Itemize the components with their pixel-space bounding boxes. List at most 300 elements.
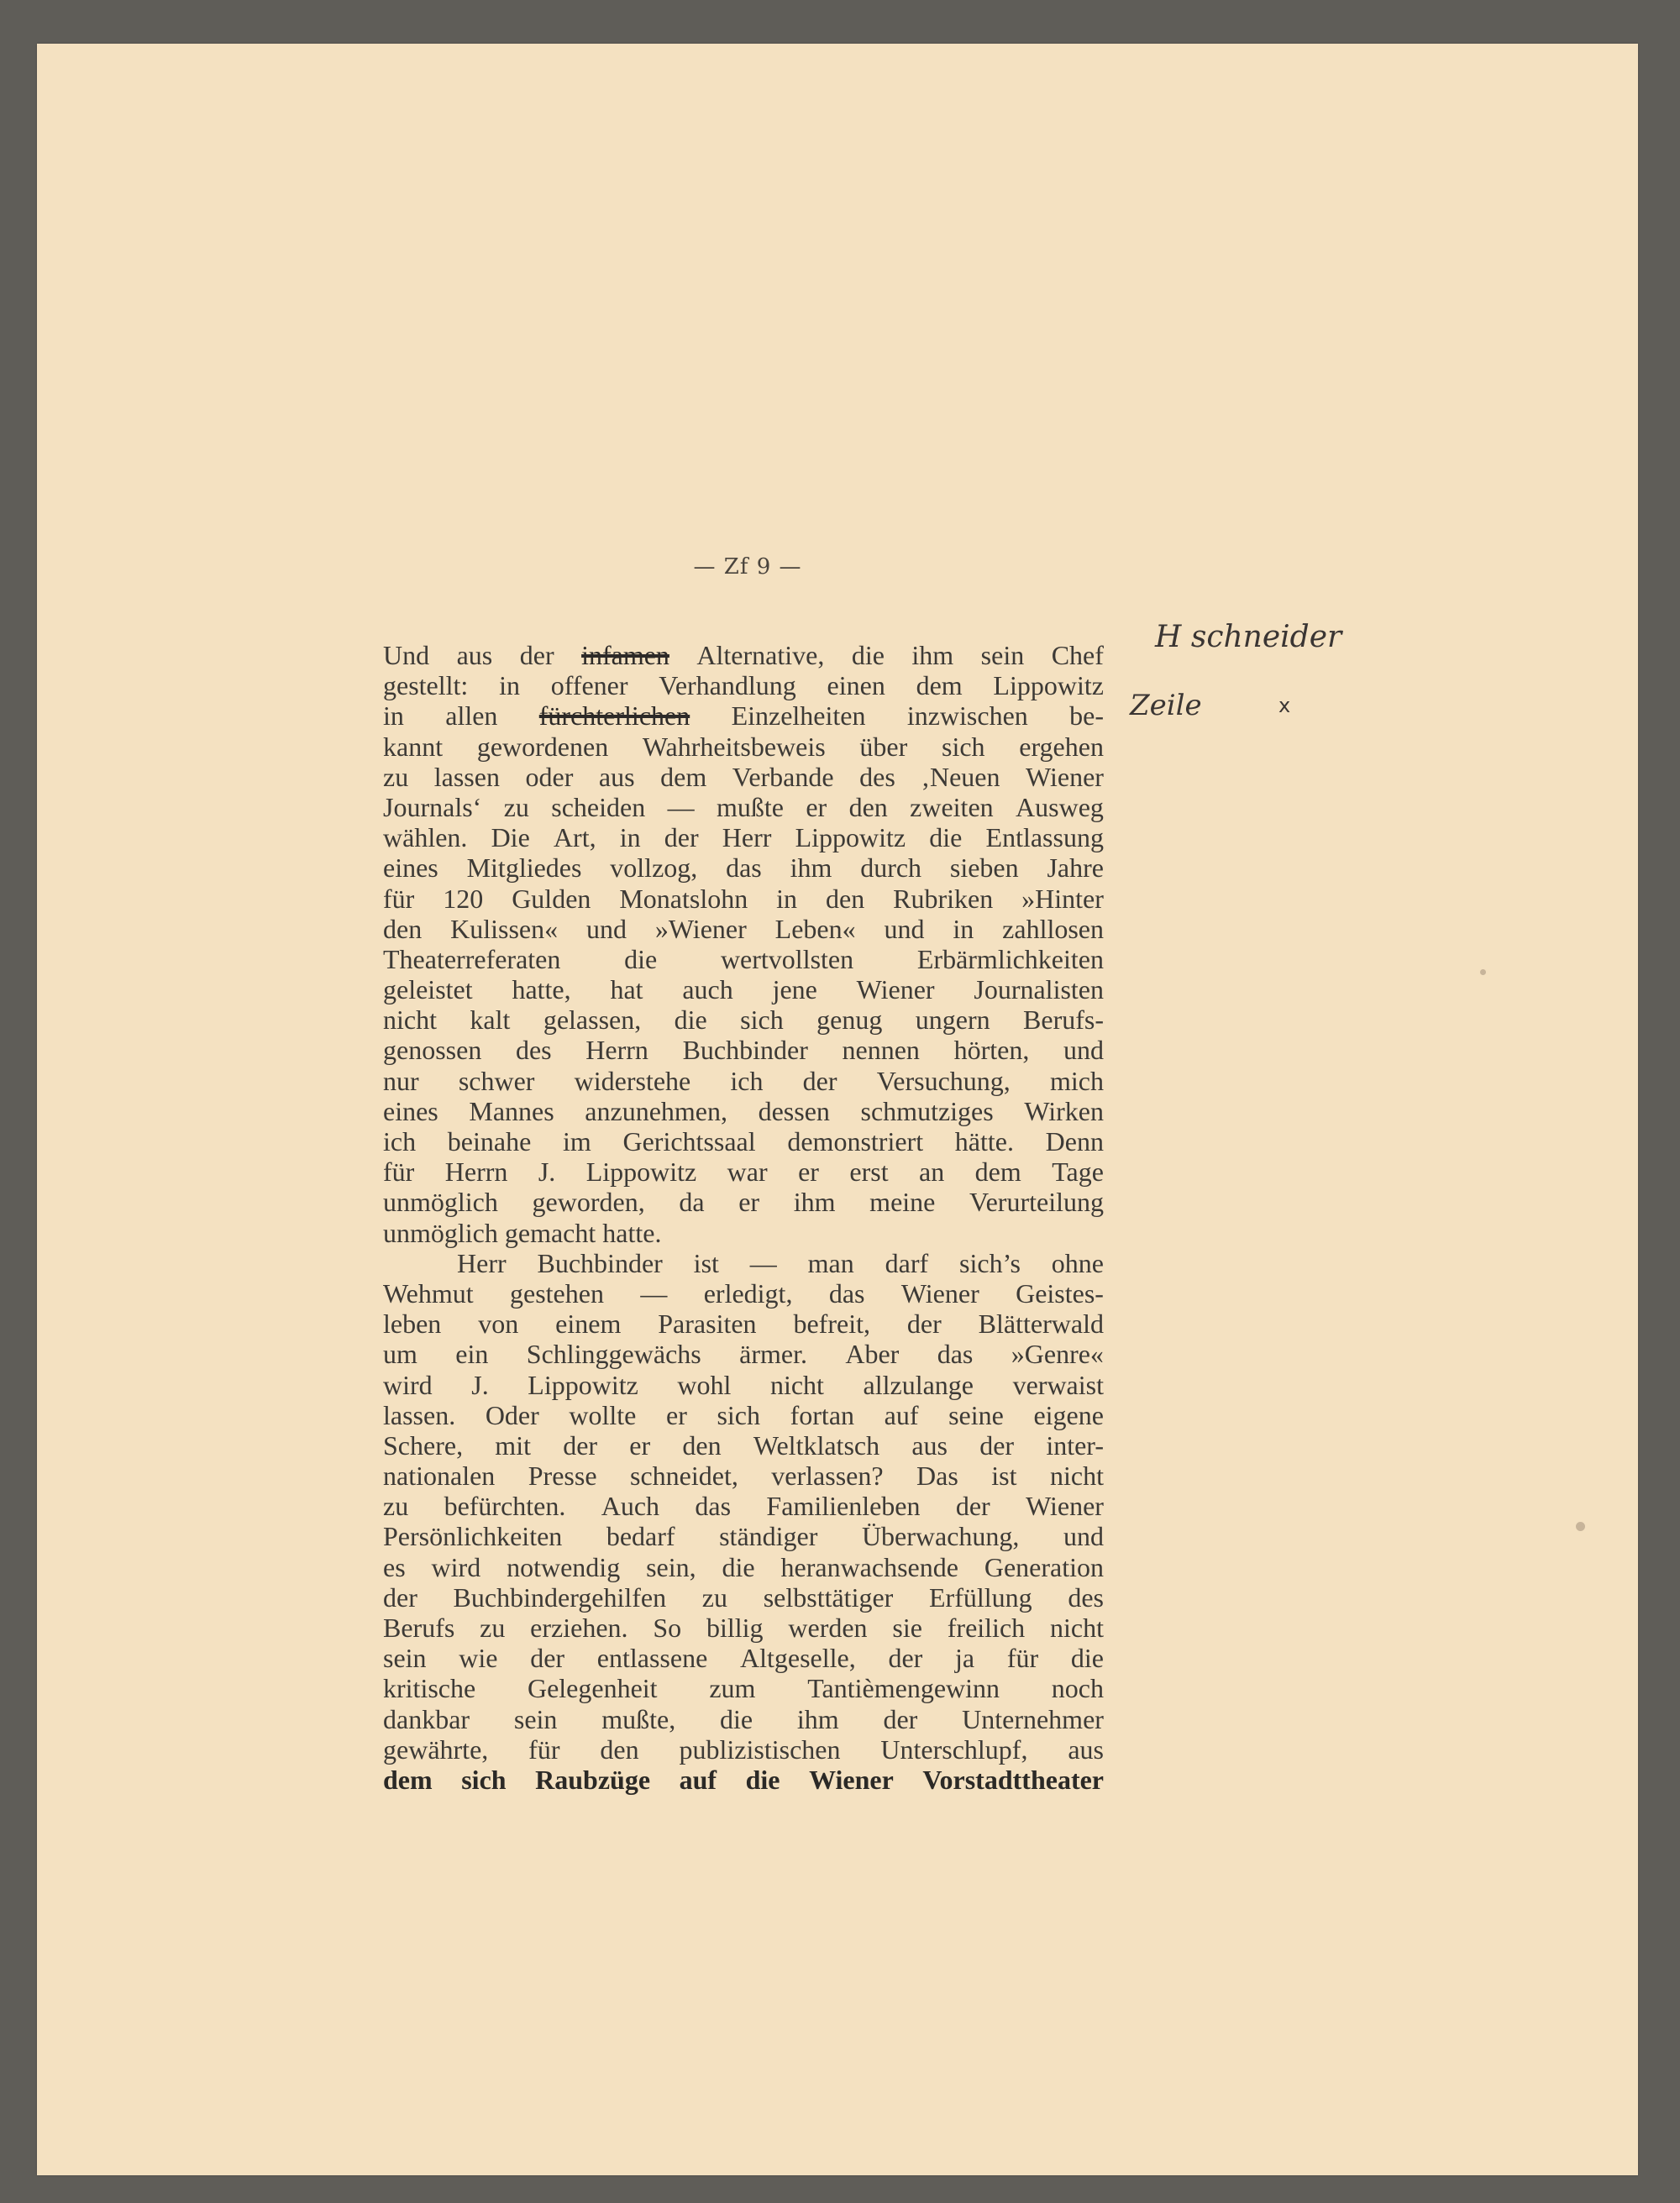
word: hatte. <box>602 1217 662 1248</box>
word: Altgeselle, <box>739 1643 856 1674</box>
word: Art, <box>553 822 596 853</box>
word: — <box>667 791 695 822</box>
text-line <box>383 1218 1104 1248</box>
word: er <box>665 1399 687 1430</box>
word: erziehen. <box>530 1613 628 1643</box>
word: der <box>979 1429 1015 1461</box>
word: kalt <box>470 1004 511 1036</box>
word: J. <box>538 1157 556 1188</box>
word: nicht <box>383 1004 437 1036</box>
word: hatte, <box>512 974 571 1005</box>
text-line <box>383 1370 1104 1400</box>
word: Lippowitz <box>585 1157 697 1188</box>
word: er <box>738 1187 760 1218</box>
word: aus <box>1068 1734 1104 1765</box>
word: auf <box>884 1399 919 1430</box>
word: sein <box>383 1643 427 1674</box>
word: und <box>1063 1035 1104 1066</box>
word: für <box>528 1734 560 1765</box>
word: selbsttätiger <box>763 1581 894 1613</box>
word: wird <box>383 1369 433 1400</box>
word: Herr <box>722 822 772 853</box>
word: Rubriken <box>893 883 994 914</box>
word: Lippowitz <box>795 822 906 853</box>
word: für <box>383 1157 415 1188</box>
word: kritische <box>383 1673 476 1704</box>
text-line <box>383 1278 1104 1309</box>
word: für <box>1006 1643 1039 1674</box>
word: aus <box>456 640 493 670</box>
word: der <box>530 1643 565 1674</box>
word: Wiener <box>856 974 935 1005</box>
word: scheiden <box>551 791 646 822</box>
word: gemacht <box>504 1217 603 1248</box>
word: fortan <box>790 1399 855 1430</box>
word: sein <box>980 640 1025 670</box>
word: den <box>825 883 865 914</box>
word: gestellt: <box>383 670 469 701</box>
word: dem <box>660 761 707 792</box>
word: darf <box>885 1247 929 1278</box>
word: »Genre« <box>1011 1339 1104 1370</box>
word: die <box>624 943 658 974</box>
text-line <box>383 1765 1104 1795</box>
word: gelassen, <box>543 1004 642 1036</box>
text-line <box>383 914 1104 944</box>
word: anzunehmen, <box>585 1095 727 1126</box>
word: befreit, <box>793 1309 870 1340</box>
word: das <box>726 852 762 884</box>
text-line <box>383 1187 1104 1217</box>
word: ärmer. <box>739 1339 807 1370</box>
word: aus <box>598 761 635 792</box>
word: sein <box>513 1703 558 1734</box>
word: durch <box>860 852 922 884</box>
word: erledigt, <box>703 1277 793 1309</box>
word: Alternative, <box>696 640 825 670</box>
word: Gulden <box>512 883 591 914</box>
word: Erfüllung <box>929 1581 1032 1613</box>
word: der <box>383 1581 417 1613</box>
word: ergehen <box>1019 731 1104 762</box>
word: zahllosen <box>1002 913 1104 944</box>
word: leben <box>383 1309 442 1340</box>
word: ohne <box>1051 1247 1104 1278</box>
struck-word: infamen <box>581 640 669 670</box>
word: da <box>679 1187 705 1218</box>
word: ich <box>730 1065 764 1096</box>
word: vollzog, <box>610 852 698 884</box>
word: notwendig <box>507 1551 621 1582</box>
word: genug <box>816 1004 883 1036</box>
word: eines <box>383 852 438 884</box>
word: Herrn <box>444 1157 508 1188</box>
word: um <box>383 1339 417 1370</box>
word: der <box>883 1703 918 1734</box>
word: Verurteilung <box>969 1187 1104 1218</box>
word: Schere, <box>383 1429 464 1461</box>
word: Denn <box>1045 1126 1104 1157</box>
word: allzulange <box>863 1369 974 1400</box>
word: und <box>1063 1521 1104 1552</box>
word: Persönlichkeiten <box>383 1521 563 1552</box>
word: er <box>798 1157 819 1188</box>
body-text <box>383 640 1104 1795</box>
word: war <box>727 1157 768 1188</box>
text-line <box>383 1157 1104 1187</box>
text-line <box>383 762 1104 792</box>
text-line <box>383 670 1104 700</box>
word: »Hinter <box>1021 883 1104 914</box>
word: Das <box>916 1461 958 1492</box>
word: in <box>383 700 404 732</box>
word: 120 <box>443 883 484 914</box>
word: ungern <box>915 1004 990 1036</box>
text-line <box>383 1004 1104 1035</box>
word: den <box>600 1734 639 1765</box>
word: Buchbinder <box>682 1035 808 1066</box>
text-line <box>383 1309 1104 1339</box>
word: den <box>383 913 423 944</box>
word: aus <box>911 1429 948 1461</box>
word: und <box>884 913 925 944</box>
word: Und <box>383 640 430 670</box>
word: schwer <box>458 1065 535 1096</box>
word: sich <box>740 1004 784 1036</box>
word: Journalisten <box>974 974 1104 1005</box>
word: ständiger <box>719 1521 818 1552</box>
word: schneidet, <box>629 1461 738 1492</box>
word: schmutziges <box>860 1095 994 1126</box>
word: sie <box>892 1613 922 1643</box>
word: in <box>953 913 974 944</box>
word: sich <box>461 1764 507 1795</box>
word: dem <box>916 670 963 701</box>
word: Herr <box>457 1247 507 1278</box>
word: zu <box>383 761 409 792</box>
word: Unterschlupf, <box>880 1734 1028 1765</box>
word: widerstehe <box>574 1065 691 1096</box>
word: von <box>478 1309 519 1340</box>
word: die <box>851 640 885 670</box>
word: Journals‘ <box>383 791 482 822</box>
word: das <box>828 1277 865 1309</box>
text-line <box>383 1430 1104 1461</box>
word: Verbande <box>732 761 834 792</box>
word: einen <box>827 670 885 701</box>
word: nur <box>383 1065 419 1096</box>
word: des <box>1068 1581 1104 1613</box>
word: offener <box>550 670 628 701</box>
word: wird <box>431 1551 481 1582</box>
paper-speck <box>1480 969 1486 975</box>
word: Mitgliedes <box>466 852 582 884</box>
word: bedarf <box>606 1521 675 1552</box>
word: auch <box>682 974 733 1005</box>
word: J. <box>471 1369 489 1400</box>
word: dem <box>974 1157 1021 1188</box>
word: Wiener <box>809 1764 894 1795</box>
word: Gerichtssaal <box>622 1126 756 1157</box>
word: Auch <box>601 1491 660 1522</box>
word: auf <box>679 1764 717 1795</box>
word: unmöglich <box>383 1187 498 1218</box>
word: verlassen? <box>771 1461 884 1492</box>
word: das <box>695 1491 732 1522</box>
word: »Wiener <box>654 913 747 944</box>
word: Wiener <box>1026 1491 1104 1522</box>
word: nationalen <box>383 1461 496 1492</box>
word: dem <box>383 1764 433 1795</box>
word: in <box>619 822 641 853</box>
word: Monatslohn <box>619 883 748 914</box>
word: mit <box>495 1429 531 1461</box>
word: Entlassung <box>985 822 1104 853</box>
word: zweiten <box>910 791 994 822</box>
word: be- <box>1069 700 1104 732</box>
word: ihm <box>911 640 954 670</box>
text-line <box>383 1673 1104 1703</box>
word: den <box>848 791 888 822</box>
word: lassen <box>433 761 500 792</box>
word: Die <box>491 822 530 853</box>
word: der <box>802 1065 837 1096</box>
word: den <box>682 1429 722 1461</box>
text-line <box>383 700 1104 731</box>
word: Überwachung, <box>861 1521 1020 1552</box>
word: inter- <box>1046 1429 1104 1461</box>
word: sich <box>942 731 985 762</box>
word: geleistet <box>383 974 473 1005</box>
word: ‚Neuen <box>921 761 1000 792</box>
word: nicht <box>769 1369 824 1400</box>
text-line <box>383 852 1104 883</box>
word: der <box>888 1643 923 1674</box>
word: Blätterwald <box>978 1309 1104 1340</box>
word: Ausweg <box>1016 791 1104 822</box>
word: hätte. <box>954 1126 1014 1157</box>
word: jene <box>772 974 817 1005</box>
word: So <box>653 1613 682 1643</box>
word: ich <box>383 1126 417 1157</box>
word: Geistes- <box>1016 1277 1104 1309</box>
page-number: — Zf 9 — <box>693 554 802 580</box>
word: demonstriert <box>787 1126 924 1157</box>
paper-speck <box>1576 1522 1585 1531</box>
word: gewordenen <box>476 731 609 762</box>
word: zu <box>383 1491 409 1522</box>
word: werden <box>788 1613 868 1643</box>
text-line <box>383 1552 1104 1582</box>
word: für <box>383 883 415 914</box>
word: Tage <box>1052 1157 1104 1188</box>
word: Buchbinder <box>537 1247 663 1278</box>
word: hörten, <box>953 1035 1030 1066</box>
word: Jahre <box>1047 852 1104 884</box>
text-line <box>383 974 1104 1004</box>
word: zu <box>503 791 529 822</box>
word: nicht <box>1049 1461 1104 1492</box>
word: des <box>515 1035 552 1066</box>
word: genossen <box>383 1035 482 1066</box>
word: und <box>585 913 627 944</box>
word: Oder <box>485 1399 539 1430</box>
word: sich <box>717 1399 760 1430</box>
word: wertvollsten <box>720 943 854 974</box>
word: die <box>674 1004 707 1036</box>
word: im <box>563 1126 591 1157</box>
word: Lippowitz <box>528 1369 638 1400</box>
handwritten-margin-note: Zeile <box>1130 689 1202 722</box>
word: Kulissen« <box>450 913 559 944</box>
text-line <box>383 944 1104 974</box>
word: Wahrheitsbeweis <box>642 731 826 762</box>
word: Tantièmengewinn <box>807 1673 1000 1704</box>
word: Weltklatsch <box>753 1429 880 1461</box>
word: Versuchung, <box>876 1065 1011 1096</box>
word: mußte, <box>601 1703 676 1734</box>
word: verwaist <box>1012 1369 1104 1400</box>
word: heranwachsende <box>780 1551 958 1582</box>
word: Verhandlung <box>659 670 796 701</box>
word: eines <box>383 1095 438 1126</box>
word: Leben« <box>774 913 856 944</box>
text-line <box>383 1643 1104 1673</box>
text-line <box>383 1339 1104 1369</box>
word: eigene <box>1033 1399 1104 1430</box>
word: entlassene <box>596 1643 708 1674</box>
word: die <box>722 1551 755 1582</box>
word: nicht <box>1049 1613 1104 1643</box>
word: allen <box>445 700 498 732</box>
text-line <box>383 1521 1104 1551</box>
word: befürchten. <box>444 1491 566 1522</box>
word: Raubzüge <box>535 1764 651 1795</box>
text-line <box>383 1704 1104 1734</box>
word: in <box>499 670 520 701</box>
word: Herrn <box>585 1035 648 1066</box>
word: wie <box>459 1643 498 1674</box>
word: dankbar <box>383 1703 470 1734</box>
word: der <box>563 1429 598 1461</box>
word: Vorstadttheater <box>922 1764 1104 1795</box>
word: inzwischen <box>906 700 1028 732</box>
word: der <box>906 1309 942 1340</box>
word: ist <box>991 1461 1017 1492</box>
word: der <box>664 822 699 853</box>
text-line <box>383 1400 1104 1430</box>
text-line <box>383 1461 1104 1491</box>
word: Familienleben <box>766 1491 921 1522</box>
word: wohl <box>677 1369 732 1400</box>
word: er <box>629 1429 651 1461</box>
word: die <box>929 822 963 853</box>
text-line <box>383 1066 1104 1096</box>
word: Generation <box>984 1551 1104 1582</box>
word: noch <box>1051 1673 1104 1704</box>
word: gestehen <box>510 1277 604 1309</box>
text-line <box>383 1035 1104 1065</box>
word: mich <box>1049 1065 1104 1096</box>
text-line <box>383 884 1104 914</box>
word: Presse <box>528 1461 597 1492</box>
word: geworden, <box>532 1187 645 1218</box>
word: freilich <box>947 1613 1026 1643</box>
word: Unternehmer <box>962 1703 1104 1734</box>
text-line <box>383 1582 1104 1613</box>
text-line <box>383 792 1104 822</box>
word: wollte <box>569 1399 637 1430</box>
word: Lippowitz <box>993 670 1104 701</box>
word: publizistischen <box>679 1734 841 1765</box>
word: zu <box>701 1581 727 1613</box>
word: Wehmut <box>383 1277 474 1309</box>
word: Parasiten <box>658 1309 757 1340</box>
word: sein, <box>646 1551 696 1582</box>
word: Buchbindergehilfen <box>453 1581 667 1613</box>
word: wählen. <box>383 822 468 853</box>
word: billig <box>706 1613 764 1643</box>
word: Mannes <box>469 1095 554 1126</box>
word: seine <box>948 1399 1004 1430</box>
word: über <box>859 731 908 762</box>
word: Theaterreferaten <box>383 943 561 974</box>
word: hat <box>610 974 643 1005</box>
word: zum <box>709 1673 756 1704</box>
word: Wiener <box>1026 761 1104 792</box>
text-line <box>383 822 1104 852</box>
text-line <box>383 732 1104 762</box>
word: dessen <box>758 1095 830 1126</box>
word: es <box>383 1551 406 1582</box>
word: Wiener <box>900 1277 979 1309</box>
word: zu <box>480 1613 506 1643</box>
word: oder <box>525 761 574 792</box>
word: beinahe <box>447 1126 532 1157</box>
word: Chef <box>1051 640 1104 670</box>
margin-mark: x <box>1278 694 1291 717</box>
word: erst <box>849 1157 889 1188</box>
word: Wirken <box>1024 1095 1104 1126</box>
word: — <box>749 1247 777 1278</box>
word: mußte <box>716 791 784 822</box>
struck-word: fürchterlichen <box>538 700 690 732</box>
word: nennen <box>842 1035 920 1066</box>
word: der <box>519 640 554 670</box>
word: kannt <box>383 731 444 762</box>
word: der <box>955 1491 990 1522</box>
word: gewährte, <box>383 1734 489 1765</box>
word: ihm <box>793 1187 836 1218</box>
word: ihm <box>796 1703 839 1734</box>
word: ihm <box>790 852 832 884</box>
word: — <box>640 1277 668 1309</box>
text-line <box>383 1491 1104 1521</box>
word: des <box>859 761 895 792</box>
word: Gelegenheit <box>527 1673 658 1704</box>
text-line <box>383 1096 1104 1126</box>
word: das <box>937 1339 974 1370</box>
word: Schlinggewächs <box>526 1339 701 1370</box>
text-line <box>383 1126 1104 1157</box>
text-line <box>383 640 1104 670</box>
word: sieben <box>949 852 1019 884</box>
word: unmöglich <box>383 1217 505 1248</box>
word: Berufs <box>383 1613 455 1643</box>
word: ist <box>693 1247 719 1278</box>
word: Aber <box>845 1339 900 1370</box>
text-line <box>383 1613 1104 1643</box>
